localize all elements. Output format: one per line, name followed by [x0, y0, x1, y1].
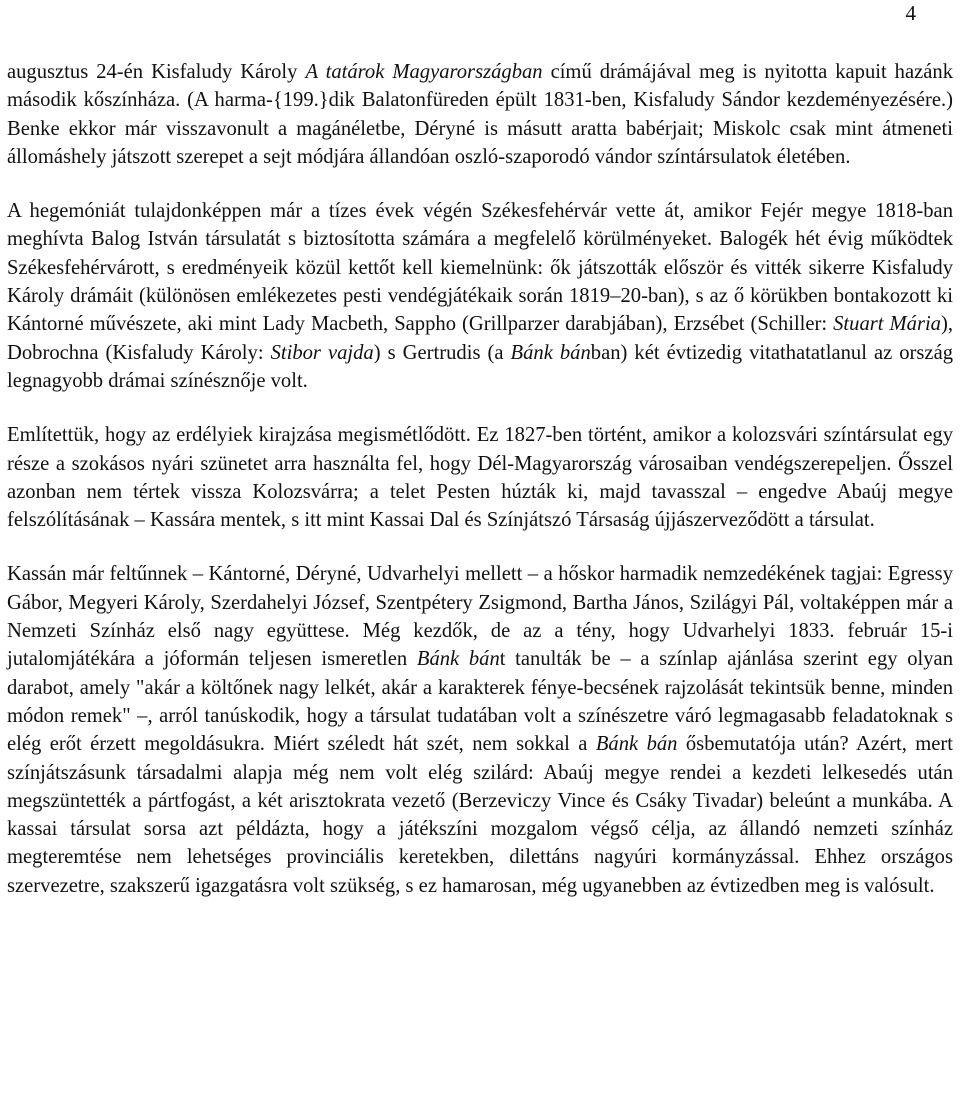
- paragraph-3: [7, 421, 953, 534]
- text-run: ban) két évtizedig vitathatatlanul az ország legnagyobb drámai színésznője volt.: [7, 341, 954, 392]
- text-run: című drámájával meg is nyitotta kapuit hazánk második kőszínháza. (A harma-{199.}dik Balatonfüreden épült 1831-ben, Kisfaludy Sándor kezdeményezésére.) Benke ekkor már visszavonult a magánéletbe, Déryné is másutt aratta babérjait; Miskolc csak mint átmeneti állomáshely játszott szerepet a sejt módjára állandóan oszló-szaporodó vándor színtársulatok életében.: [7, 61, 953, 168]
- paragraph-2: [7, 197, 953, 395]
- page-number: 4: [905, 1, 916, 25]
- italic-title: Stuart Mária: [833, 313, 941, 336]
- text-run: ősbemutatója után? Azért, mert színjátszásunk társadalmi alapja még nem volt elég szilárd: Abaúj megye rendei a kezdeti lelkesedés után megszüntették a pártfogást, a két arisztokrata vezető (Berzeviczy Vince és Csáky Tivadar) beleúnt a munkába. A kassai társulat sorsa azt példázta, hogy a játékszíni mozgalom végső célja, az állandó nemzeti színház megteremtése nem lehetséges provinciális keretekben, dilettáns nagyúri kormányzással. Ehhez országos szervezetre, szakszerű igazgatásra volt szükség, s ez hamarosan, még ugyanebben az évtizedben meg is valósult.: [7, 733, 953, 897]
- italic-title: Bánk bán: [416, 648, 500, 671]
- text-run: t tanulták be – a színlap ajánlása szerint egy olyan darabot, amely "akár a költőnek nagy lelkét, akár a karakterek fénye-becsének rajzolását tekintsük benne, minden módon remek" –, arról tanúskodik, hogy a társulat tudatában volt a színészetre váró legmagasabb feladatoknak s elég erőt érzett megoldásukra. Miért széledt hát szét, nem sokkal a: [7, 648, 953, 756]
- paragraph-1: [7, 58, 953, 171]
- text-run: Említettük, hogy az erdélyiek kirajzása megismétlődött. Ez 1827-ben történt, amikor a kolozsvári színtársulat egy része a szokásos nyári szünetet arra használta fel, hogy Dél-Magyarország városaiban vendégszerepeljen. Ősszel azonban nem tértek vissza Kolozsvárra; a telet Pesten húzták ki, majd tavasszal – engedve Abaúj megye felszólításának – Kassára mentek, s itt mint Kassai Dal és Színjátszó Társaság újjászerveződött a társulat.: [7, 424, 953, 532]
- text-run: augusztus 24-én Kisfaludy Károly: [7, 61, 306, 83]
- paragraph-4: [7, 560, 953, 900]
- text-run: A hegemóniát tulajdonképpen már a tízes évek végén Székesfehérvár vette át, amikor Fejér megye 1818-ban meghívta Balog István társulatát s biztosította számára a megfelelő körülményeket. Balogék hét évig működtek Székesfehérvárott, s eredményeik közül kettőt kell kiemelnünk: ők játszották először és vitték sikerre Kisfaludy Károly drámáit (különösen emlékezetes pesti vendégjátékaik során 1819–20-ban), s az ő körükben bontakozott ki Kántorné művészete, aki mint Lady Macbeth, Sappho (Grillparzer darabjában), Erzsébet (Schiller:: [7, 200, 953, 336]
- document-body: [7, 58, 953, 900]
- italic-title: A tatárok Magyarországban: [305, 61, 543, 83]
- italic-title: Bánk bán: [595, 733, 678, 756]
- text-run: Kassán már feltűnnek – Kántorné, Déryné, Udvarhelyi mellett – a hőskor harmadik nemzedékének tagjai: Egressy Gábor, Megyeri Károly, Szerdahelyi József, Szentpétery Zsigmond, Bartha János, Szilágyi Pál, voltaképpen már a Nemzeti Színház első nagy együttese. Még kezdők, de az a tény, hogy Udvarhelyi 1833. február 15-i jutalomjátékára a jóformán teljesen ismeretlen: [7, 563, 953, 671]
- text-run: ), Dobrochna (Kisfaludy Károly:: [7, 313, 953, 364]
- text-run: ) s Gertrudis (a: [373, 341, 511, 364]
- italic-title: Bánk bán: [510, 341, 591, 364]
- italic-title: Stibor vajda: [270, 341, 374, 364]
